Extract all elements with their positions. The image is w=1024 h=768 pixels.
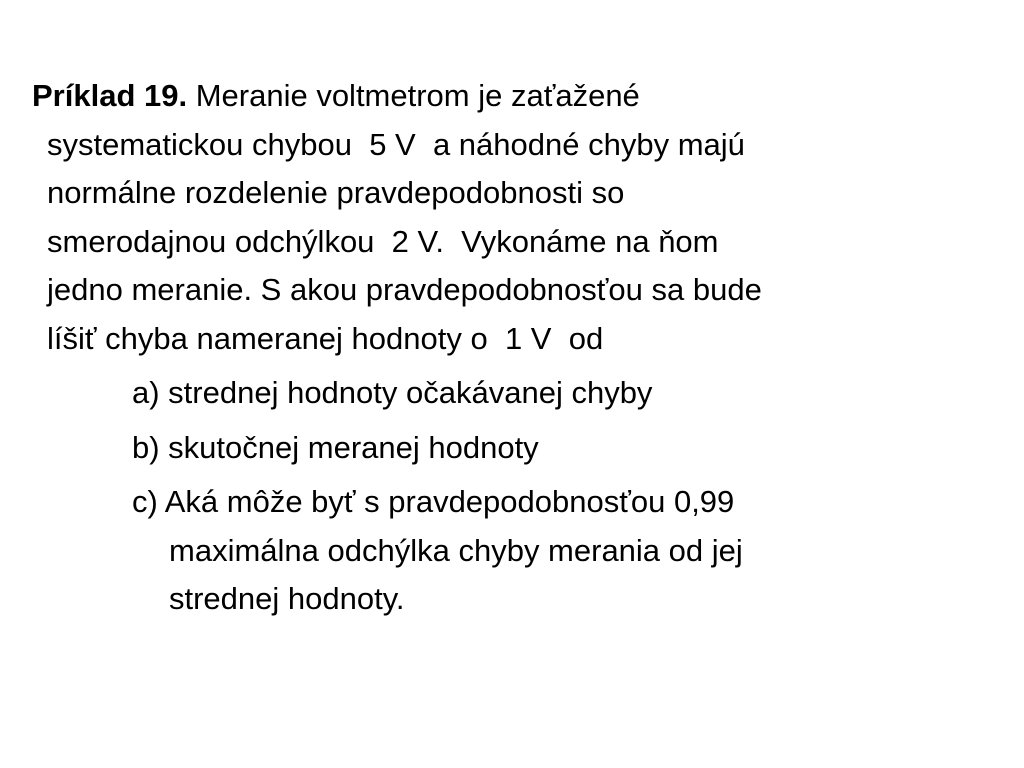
intro-line: smerodajnou odchýlkou 2 V. Vykonáme na ňom — [47, 223, 719, 259]
problem-label: Príklad 19. — [32, 78, 188, 113]
sub-question-line: strednej hodnoty. — [169, 581, 405, 616]
sub-question-line: b) skutočnej meranej hodnoty — [132, 429, 539, 465]
sub-question-c — [32, 478, 992, 624]
intro-line: jedno meranie. S akou pravdepodobnosťou sa bude — [47, 272, 762, 307]
sub-question-b — [32, 424, 992, 473]
sub-question-line: maximálna odchýlka chyby merania od jej — [169, 532, 743, 568]
problem-text — [32, 72, 992, 630]
sub-questions — [32, 369, 992, 624]
intro-line — [32, 72, 992, 121]
intro-line: líšiť chyba nameranej hodnoty o 1 V od — [47, 320, 604, 356]
sub-question-line: c) Aká môže byť s pravdepodobnosťou 0,99 — [132, 484, 735, 519]
intro-first-text: Meranie voltmetrom je zaťažené — [187, 78, 640, 113]
sub-question-line: a) strednej hodnoty očakávanej chyby — [132, 375, 653, 410]
intro-line: normálne rozdelenie pravdepodobnosti so — [47, 175, 625, 210]
intro-line: systematickou chybou 5 V a náhodné chyby majú — [47, 126, 745, 162]
sub-question-a — [32, 369, 992, 418]
